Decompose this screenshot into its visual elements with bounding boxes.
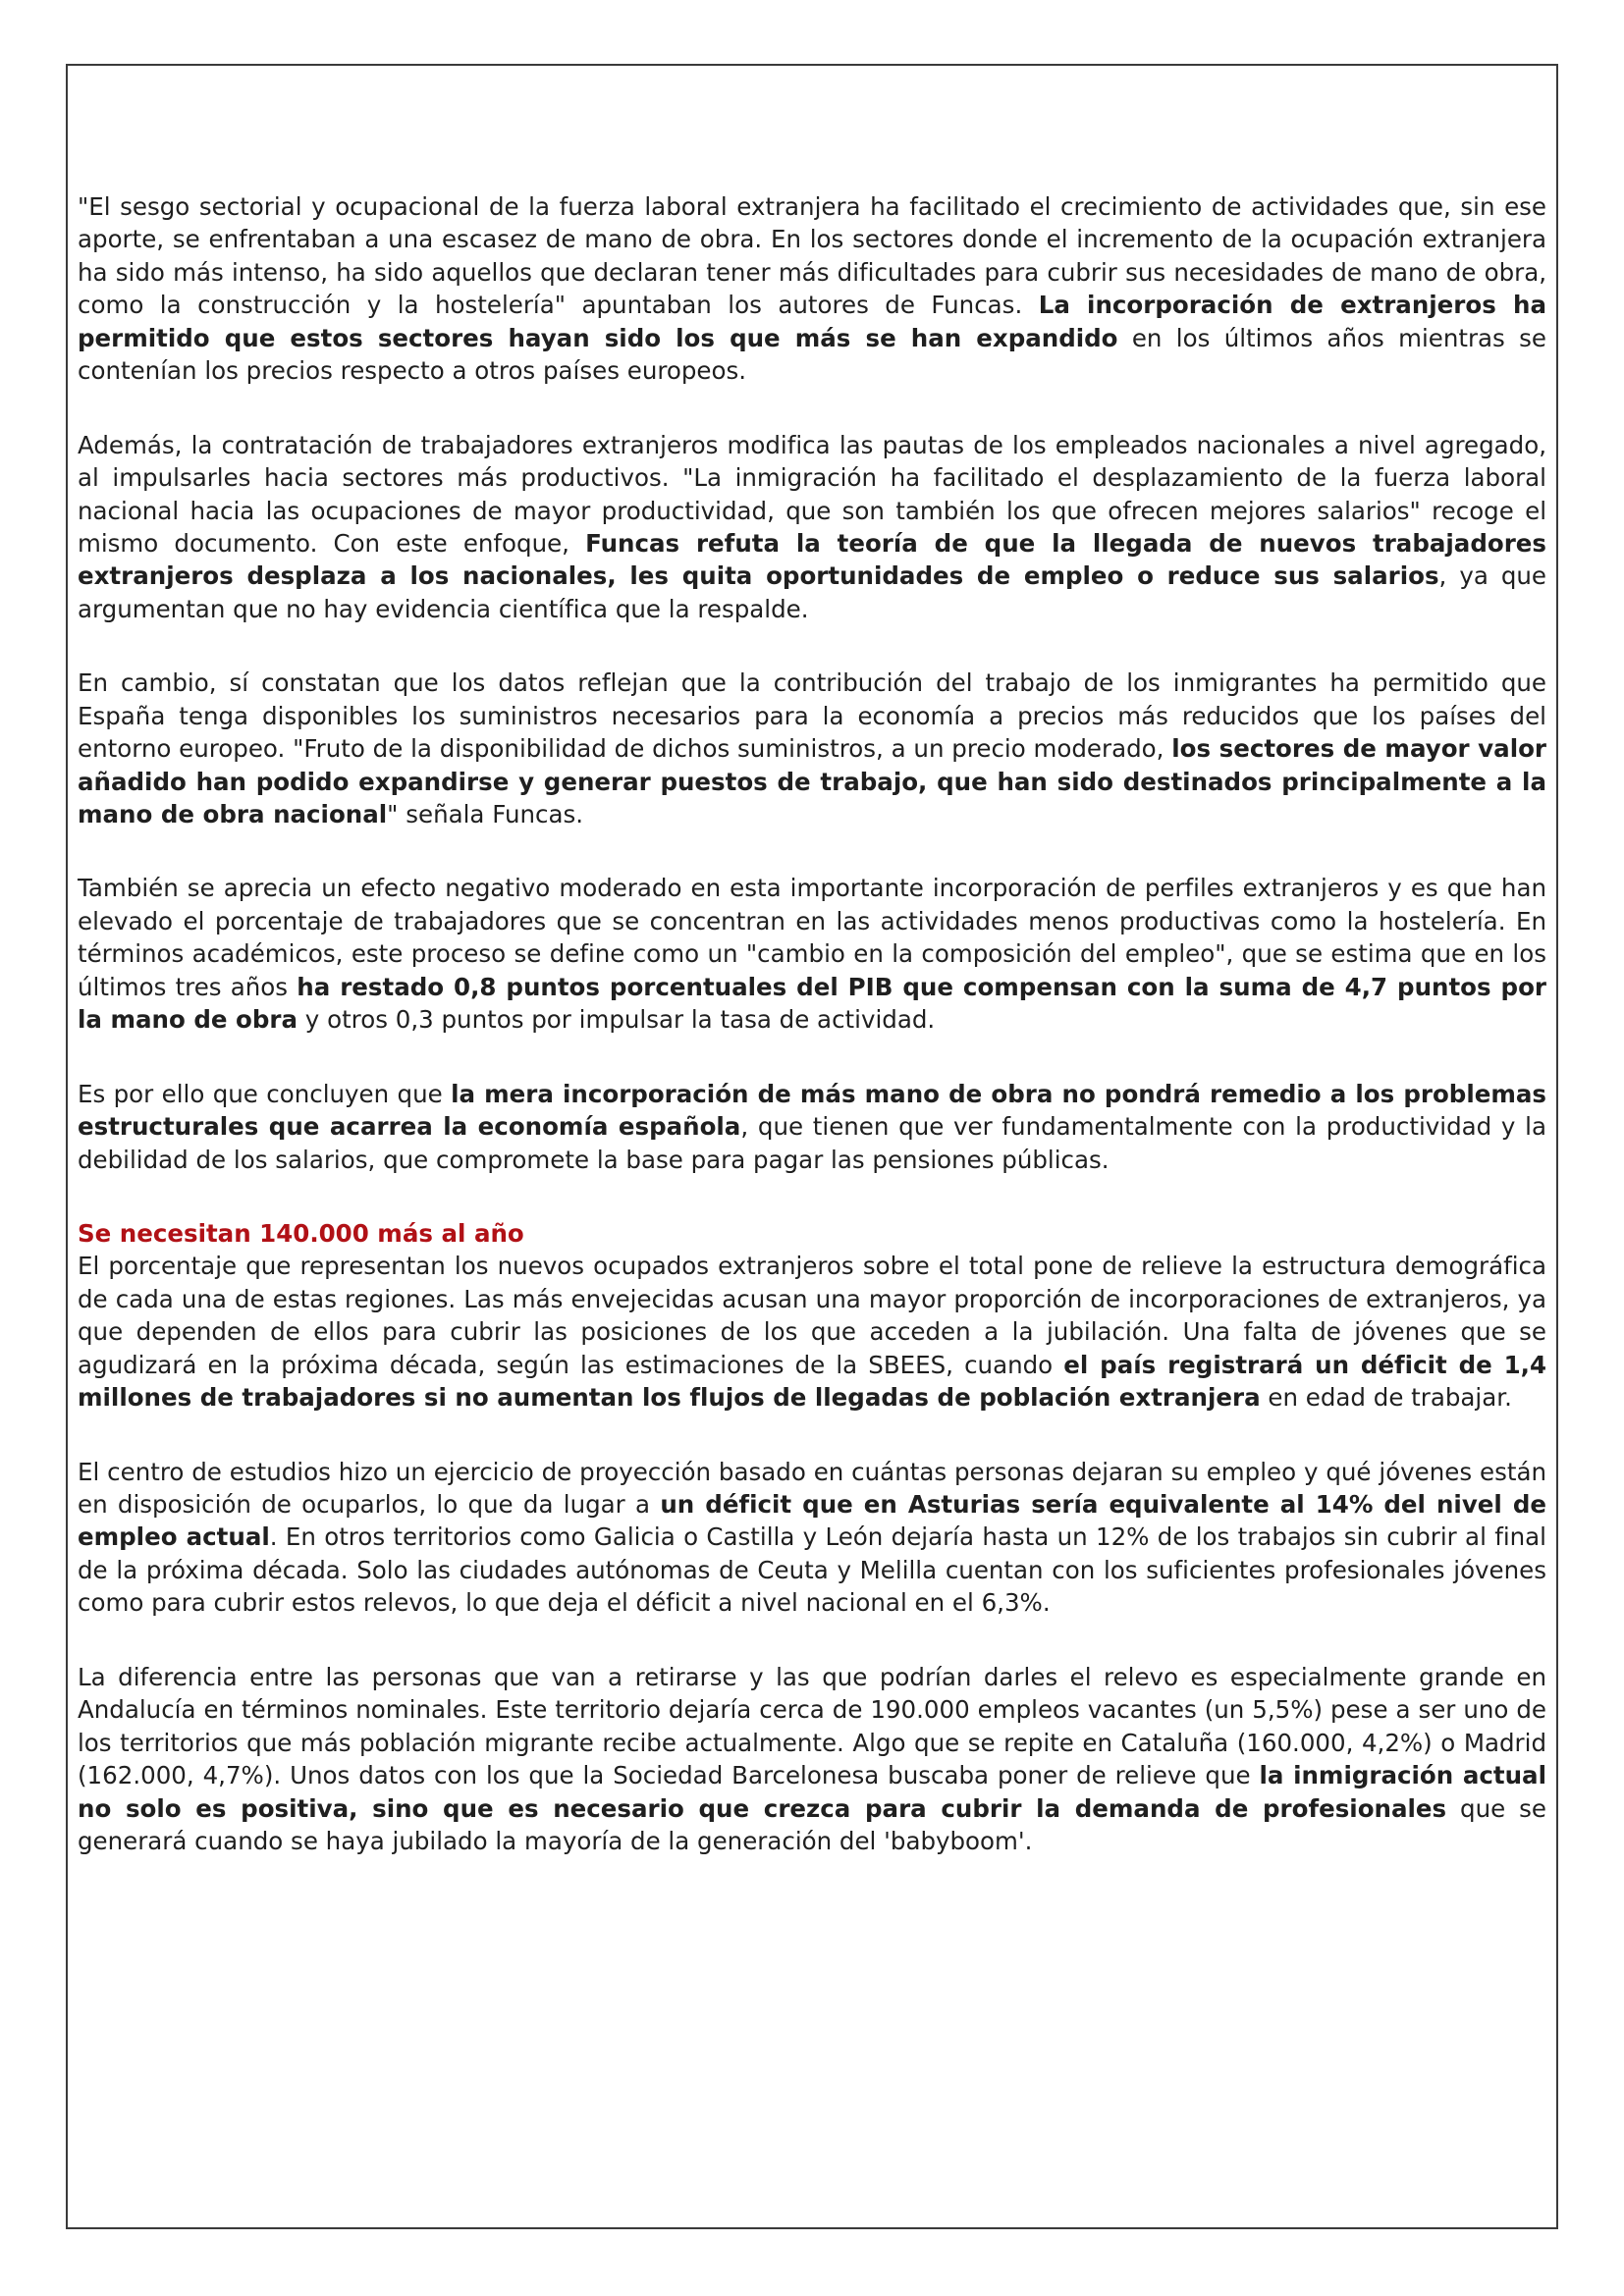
paragraph-1-text-end: en los últimos años mientras se contenían los precios respecto a otros países europeos. [78,323,1546,386]
paragraph-5-bold-text: la mera incorporación de más mano de obra no pondrá remedio a los problemas estructurales que acarrea la economía española [78,1079,1546,1142]
paragraph-3-text-end: " señala Funcas. [387,800,584,828]
paragraph-4-text-end: y otros 0,3 puntos por impulsar la tasa de actividad. [298,1005,936,1035]
paragraph-4 [78,872,1546,1036]
paragraph-2-bold-text: Funcas refuta la teoría de que la llegada de nuevos trabajadores extranjeros desplaza a los nacionales, les quita oportunidades de empleo o reduce sus salarios [78,528,1546,591]
paragraph-2 [78,429,1546,626]
paragraph-4-text: También se aprecia un efecto negativo moderado en esta importante incorporación de perfiles extranjeros y es que han elevado el porcentaje de trabajadores que se concentran en las actividades menos productivas como la hostelería. En términos académicos, este proceso se define como un "cambio en la composición del empleo", que se estima que en los últimos tres años [78,874,1546,1001]
paragraph-2-text: Además, la contratación de trabajadores extranjeros modifica las pautas de los empleados nacionales a nivel agregado, al impulsarles hacia sectores más productivos. "La inmigración ha facilitado el desplazamiento de la fuerza laboral nacional hacia las ocupaciones de mayor productividad, que son también los que ofrecen mejores salarios" recoge el mismo documento. Con este enfoque, [78,430,1546,558]
paragraph-5-text: Es por ello que concluyen que [78,1079,452,1108]
paragraph-3-bold-text: los sectores de mayor valor añadido han podido expandirse y generar puestos de trabajo, que han sido destinados principalmente a la mano de obra nacional [78,734,1547,828]
paragraph-3 [78,667,1546,830]
paragraph-6-text: El porcentaje que representan los nuevos ocupados extranjeros sobre el total pone de relieve la estructura demográfica de cada una de estas regiones. Las más envejecidas acusan una mayor proporción de incorporaciones de extranjeros, ya que dependen de ellos para cubrir las posiciones de los que acceden a la jubilación. Una falta de jóvenes que se agudizará en la próxima década, según las estimaciones de la SBEES, cuando [78,1252,1546,1379]
paragraph-8 [78,1661,1546,1858]
paragraph-4-bold-text: ha restado 0,8 puntos porcentuales del PIB que compensan con la suma de 4,7 puntos por la mano de obra [78,972,1546,1035]
paragraph-1-bold-text: La incorporación de extranjeros ha permitido que estos sectores hayan sido los que más se han expandido [78,291,1546,352]
paragraph-8-bold-text: la inmigración actual no solo es positiva, sino que es necesario que crezca para cubrir la demanda de profesionales [78,1761,1546,1823]
paragraph-8-text: La diferencia entre las personas que van a retirarse y las que podrían darles el relevo es especialmente grande en Andalucía en términos nominales. Este territorio dejaría cerca de 190.000 empleos vacantes (un 5,5%) pese a ser uno de los territorios que más población migrante recibe actualmente. Algo que se repite en Cataluña (160.000, 4,2%) o Madrid (162.000, 4,7%). Unos datos con los que la Sociedad Barcelonesa buscaba poner de relieve que [78,1662,1546,1790]
paragraph-6 [78,1250,1546,1414]
section-heading: Se necesitan 140.000 más al año [78,1218,524,1248]
paragraph-7-text: El centro de estudios hizo un ejercicio de proyección basado en cuántas personas dejaran su empleo y qué jóvenes están en disposición de ocuparlos, lo que da lugar a [78,1457,1546,1519]
paragraph-1-text: "El sesgo sectorial y ocupacional de la fuerza laboral extranjera ha facilitado el crecimiento de actividades que, sin ese aporte, se enfrentaban a una escasez de mano de obra. En los sectores donde el incremento de la ocupación extranjera ha sido más intenso, ha sido aquellos que declaran tener más dificultades para cubrir sus necesidades de mano de obra, como la construcción y la hostelería" apuntaban los autores de Funcas. [78,192,1546,320]
document-page [66,64,1558,2229]
paragraph-6-text-end: en edad de trabajar. [1260,1383,1512,1413]
paragraph-7-bold-text: un déficit que en Asturias sería equivalente al 14% del nivel de empleo actual [78,1490,1546,1552]
paragraph-8-text-end: que se generará cuando se haya jubilado la mayoría de la generación del 'babyboom'. [78,1793,1546,1855]
article-body [68,66,1556,1857]
paragraph-7-text-end: . En otros territorios como Galicia o Castilla y León dejaría hasta un 12% de los trabajos sin cubrir al final de la próxima década. Solo las ciudades autónomas de Ceuta y Melilla cuentan con los suficientes profesionales jóvenes como para cubrir estos relevos, lo que deja el déficit a nivel nacional en el 6,3%. [78,1522,1546,1618]
paragraph-5-text-end: , que tienen que ver fundamentalmente con la productividad y la debilidad de los salarios, que compromete la base para pagar las pensiones públicas. [78,1112,1546,1174]
paragraph-7 [78,1456,1546,1620]
paragraph-3-text: En cambio, sí constatan que los datos reflejan que la contribución del trabajo de los inmigrantes ha permitido que España tenga disponibles los suministros necesarios para la economía a precios más reducidos que los países del entorno europeo. "Fruto de la disponibilidad de dichos suministros, a un precio moderado, [78,668,1546,764]
paragraph-5 [78,1078,1546,1176]
paragraph-1 [78,190,1546,388]
paragraph-6-bold-text: el país registrará un déficit de 1,4 millones de trabajadores si no aumentan los flujos de llegadas de población extranjera [78,1350,1547,1413]
paragraph-2-text-end: , ya que argumentan que no hay evidencia científica que la respalde. [78,561,1547,623]
